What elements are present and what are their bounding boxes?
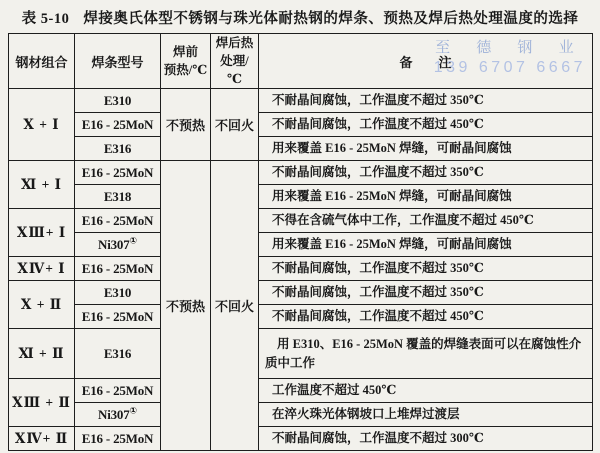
table-row xyxy=(9,305,593,329)
note-cell: 不耐晶间腐蚀，工作温度不超过 350℃ xyxy=(259,281,593,305)
rod-cell: E16 - 25MoN xyxy=(75,427,161,451)
note-cell: 用来覆盖 E16 - 25MoN 焊缝，可耐晶间腐蚀 xyxy=(259,137,593,161)
note-cell: 不耐晶间腐蚀，工作温度不超过 350℃ xyxy=(259,89,593,113)
note-cell: 用来覆盖 E16 - 25MoN 焊缝，可耐晶间腐蚀 xyxy=(259,233,593,257)
group-cell-xi-ii: Ⅺ + Ⅱ xyxy=(9,329,75,379)
table-title-text: 焊接奥氏体型不锈钢与珠光体耐热钢的焊条、预热及焊后热处理温度的选择 xyxy=(83,11,579,27)
rod-cell: E310 xyxy=(75,281,161,305)
note-cell: 不耐晶间腐蚀，工作温度不超过 300℃ xyxy=(259,427,593,451)
group-cell-x-ii: Ⅹ + Ⅱ xyxy=(9,281,75,329)
col-header-rod-type: 焊条型号 xyxy=(75,34,161,89)
rod-cell xyxy=(75,233,161,257)
table-row xyxy=(9,233,593,257)
table-row xyxy=(9,403,593,427)
note-cell: 用 E310、E16 - 25MoN 覆盖的焊缝表面可以在腐蚀性介质中工作 xyxy=(259,329,593,379)
note-cell: 不得在含硫气体中工作，工作温度不超过 450℃ xyxy=(259,209,593,233)
rod-cell xyxy=(75,403,161,427)
rod-label: Ni307 xyxy=(98,406,130,422)
rod-cell: E16 - 25MoN xyxy=(75,161,161,185)
table-row xyxy=(9,427,593,451)
table-row xyxy=(9,161,593,185)
rod-cell: E16 - 25MoN xyxy=(75,257,161,281)
welding-selection-table xyxy=(8,33,593,451)
preheat-cell: 不预热 xyxy=(161,161,211,451)
preheat-cell: 不预热 xyxy=(161,89,211,161)
table-row xyxy=(9,257,593,281)
postheat-cell: 不回火 xyxy=(211,89,259,161)
postheat-cell: 不回火 xyxy=(211,161,259,451)
watermark-phone: 139 6707 6667 xyxy=(433,59,586,76)
table-row xyxy=(9,89,593,113)
rod-cell: E16 - 25MoN xyxy=(75,209,161,233)
rod-cell: E318 xyxy=(75,185,161,209)
table-row xyxy=(9,113,593,137)
table-row xyxy=(9,209,593,233)
group-cell-xiii-i: ⅩⅢ+ Ⅰ xyxy=(9,209,75,257)
table-number: 表 5-10 xyxy=(21,11,70,27)
rod-cell: E16 - 25MoN xyxy=(75,113,161,137)
header-row xyxy=(9,34,593,89)
note-cell: 在淬火珠光体钢坡口上堆焊过渡层 xyxy=(259,403,593,427)
table-row xyxy=(9,137,593,161)
postheat-header-line2: 处理/℃ xyxy=(220,54,249,87)
note-cell: 不耐晶间腐蚀，工作温度不超过 350℃ xyxy=(259,161,593,185)
rod-cell: E16 - 25MoN xyxy=(75,305,161,329)
watermark-company: 至 德 钢 业 xyxy=(435,39,585,56)
preheat-header-line2: 预热/℃ xyxy=(163,63,208,78)
col-header-preheat xyxy=(161,34,211,89)
col-header-remark: 备 注 xyxy=(259,34,593,89)
table-row xyxy=(9,379,593,403)
rod-cell: E16 - 25MoN xyxy=(75,379,161,403)
group-cell-xiii-ii: ⅩⅢ + Ⅱ xyxy=(9,379,75,427)
rod-cell: E310 xyxy=(75,89,161,113)
group-cell-xiv-i: ⅩⅣ+ Ⅰ xyxy=(9,257,75,281)
table-row xyxy=(9,185,593,209)
note-cell: 用来覆盖 E16 - 25MoN 焊缝，可耐晶间腐蚀 xyxy=(259,185,593,209)
col-header-steel-combo: 钢材组合 xyxy=(9,34,75,89)
preheat-header-line1: 焊前 xyxy=(172,45,198,60)
postheat-header-line1: 焊后热 xyxy=(215,36,254,50)
note-cell: 工作温度不超过 450℃ xyxy=(259,379,593,403)
rod-cell: E316 xyxy=(75,329,161,379)
col-header-postheat xyxy=(211,34,259,89)
note-cell: 不耐晶间腐蚀，工作温度不超过 350℃ xyxy=(259,257,593,281)
group-cell-xiv-ii: ⅩⅣ+ Ⅱ xyxy=(9,427,75,451)
rod-label: Ni307 xyxy=(98,236,130,252)
note-cell: 不耐晶间腐蚀，工作温度不超过 450℃ xyxy=(259,305,593,329)
group-cell-xi-i: Ⅺ + Ⅰ xyxy=(9,161,75,209)
note-cell: 不耐晶间腐蚀，工作温度不超过 450℃ xyxy=(259,113,593,137)
table-row xyxy=(9,329,593,379)
rod-cell: E316 xyxy=(75,137,161,161)
footnote-marker: ① xyxy=(129,406,137,417)
footnote-marker: ① xyxy=(129,236,137,247)
group-cell-x-i: Ⅹ + Ⅰ xyxy=(9,89,75,161)
table-row xyxy=(9,281,593,305)
page-title xyxy=(0,7,600,28)
